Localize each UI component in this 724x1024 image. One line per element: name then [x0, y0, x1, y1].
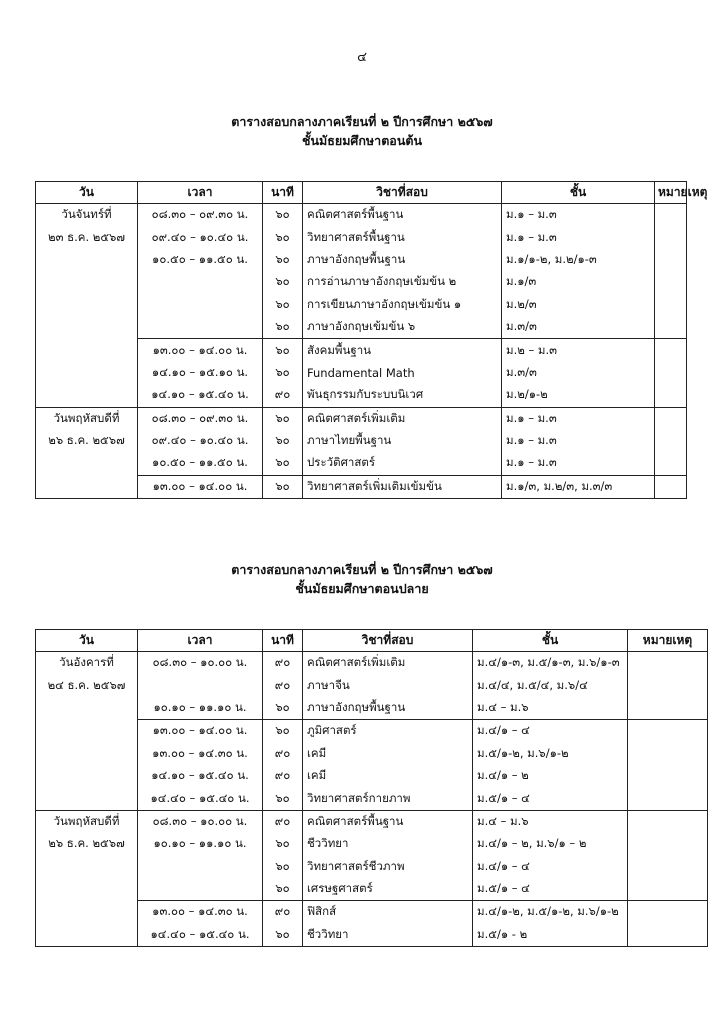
cell-day: วันพฤหัสบดีที่ [36, 810, 138, 833]
cell-day: ๒๖ ธ.ค. ๒๕๖๗ [36, 430, 138, 452]
cell-note [628, 652, 708, 675]
cell-day [36, 339, 138, 362]
table-row [36, 226, 687, 248]
cell-minutes: ๖๐ [263, 833, 303, 855]
cell-subject: ฟิสิกส์ [303, 901, 473, 924]
cell-day [36, 720, 138, 743]
cell-subject: คณิตศาสตร์เพิ่มเติม [303, 407, 502, 430]
cell-minutes: ๙๐ [263, 743, 303, 765]
cell-grade: ม.๔/๑ – ๔ [473, 720, 628, 743]
cell-note [655, 384, 687, 407]
cell-time: ๑๔.๑๐ – ๑๕.๑๐ น. [138, 362, 263, 384]
table-row [36, 407, 687, 430]
cell-subject: คณิตศาสตร์พื้นฐาน [303, 810, 473, 833]
table-row [36, 697, 708, 720]
table-row [36, 384, 687, 407]
cell-minutes: ๖๐ [263, 697, 303, 720]
cell-note [655, 226, 687, 248]
section2-title: ตารางสอบกลางภาคเรียนที่ ๒ ปีการศึกษา ๒๕๖๗ [231, 562, 493, 577]
cell-grade: ม.๕/๑ - ๒ [473, 924, 628, 947]
header-minutes: นาที [263, 182, 303, 204]
cell-grade: ม.๓/๓ [502, 362, 655, 384]
header-grade: ชั้น [502, 182, 655, 204]
header-minutes: นาที [263, 630, 303, 652]
cell-note [628, 856, 708, 878]
cell-note [628, 720, 708, 743]
cell-time [138, 271, 263, 293]
cell-grade: ม.๒ – ม.๓ [502, 339, 655, 362]
cell-time: ๑๓.๐๐ – ๑๔.๐๐ น. [138, 720, 263, 743]
table-row [36, 452, 687, 475]
cell-subject: วิทยาศาสตร์ชีวภาพ [303, 856, 473, 878]
cell-subject: วิทยาศาสตร์เพิ่มเติมเข้มข้น [303, 475, 502, 498]
cell-note [628, 787, 708, 810]
cell-day [36, 743, 138, 765]
cell-time: ๐๙.๔๐ – ๑๐.๔๐ น. [138, 226, 263, 248]
cell-note [628, 765, 708, 787]
cell-note [628, 674, 708, 696]
cell-grade: ม.๑ – ม.๓ [502, 407, 655, 430]
cell-minutes: ๖๐ [263, 316, 303, 339]
cell-subject: การอ่านภาษาอังกฤษเข้มข้น ๒ [303, 271, 502, 293]
cell-subject: เคมี [303, 765, 473, 787]
cell-time [138, 674, 263, 696]
section2-subtitle: ชั้นมัธยมศึกษาตอนปลาย [295, 581, 429, 596]
cell-subject: ชีววิทยา [303, 833, 473, 855]
cell-day [36, 901, 138, 924]
cell-note [628, 833, 708, 855]
table-row [36, 765, 708, 787]
header-note: หมายเหตุ [628, 630, 708, 652]
cell-subject: ภูมิศาสตร์ [303, 720, 473, 743]
cell-minutes: ๖๐ [263, 204, 303, 227]
cell-grade: ม.๒/๓ [502, 294, 655, 316]
cell-minutes: ๖๐ [263, 787, 303, 810]
header-note: หมายเหตุ [655, 182, 687, 204]
cell-day [36, 856, 138, 878]
lower-secondary-exam-table [35, 181, 708, 499]
cell-day: วันอังคารที่ [36, 652, 138, 675]
cell-time: ๐๘.๓๐ – ๐๙.๓๐ น. [138, 204, 263, 227]
cell-minutes: ๖๐ [263, 339, 303, 362]
cell-grade: ม.๑/๑-๒, ม.๒/๑-๓ [502, 249, 655, 271]
table-row [36, 743, 708, 765]
cell-subject: Fundamental Math [303, 362, 502, 384]
cell-day [36, 765, 138, 787]
cell-subject: เศรษฐศาสตร์ [303, 878, 473, 901]
cell-minutes: ๙๐ [263, 674, 303, 696]
table-body [36, 652, 708, 947]
cell-note [628, 743, 708, 765]
table-row [36, 316, 687, 339]
cell-day: ๒๔ ธ.ค. ๒๕๖๗ [36, 674, 138, 696]
cell-grade: ม.๔/๑ – ๒ [473, 765, 628, 787]
cell-minutes: ๖๐ [263, 407, 303, 430]
cell-subject: เคมี [303, 743, 473, 765]
section2-heading [0, 560, 724, 598]
cell-grade: ม.๔/๑ – ๔ [473, 856, 628, 878]
cell-time: ๑๓.๐๐ – ๑๔.๐๐ น. [138, 475, 263, 498]
cell-note [628, 924, 708, 947]
cell-note [628, 810, 708, 833]
cell-day [36, 384, 138, 407]
cell-grade: ม.๔/๔, ม.๕/๔, ม.๖/๔ [473, 674, 628, 696]
cell-day: วันพฤหัสบดีที่ [36, 407, 138, 430]
cell-subject: วิทยาศาสตร์กายภาพ [303, 787, 473, 810]
cell-subject: ภาษาไทยพื้นฐาน [303, 430, 502, 452]
cell-time: ๐๘.๓๐ – ๐๙.๓๐ น. [138, 407, 263, 430]
cell-day [36, 294, 138, 316]
cell-time: ๑๓.๐๐ – ๑๔.๐๐ น. [138, 339, 263, 362]
cell-note [628, 697, 708, 720]
header-subject: วิชาที่สอบ [303, 630, 473, 652]
header-subject: วิชาที่สอบ [303, 182, 502, 204]
cell-grade: ม.๓/๓ [502, 316, 655, 339]
cell-grade: ม.๑ – ม.๓ [502, 430, 655, 452]
table-row [36, 878, 708, 901]
cell-minutes: ๖๐ [263, 226, 303, 248]
table-body [36, 204, 687, 499]
cell-grade: ม.๒/๑-๒ [502, 384, 655, 407]
cell-minutes: ๖๐ [263, 294, 303, 316]
cell-minutes: ๖๐ [263, 452, 303, 475]
header-time: เวลา [138, 182, 263, 204]
cell-subject: การเขียนภาษาอังกฤษเข้มข้น ๑ [303, 294, 502, 316]
cell-minutes: ๙๐ [263, 765, 303, 787]
cell-subject: ภาษาจีน [303, 674, 473, 696]
cell-time [138, 878, 263, 901]
cell-subject: ภาษาอังกฤษพื้นฐาน [303, 697, 473, 720]
cell-minutes: ๖๐ [263, 856, 303, 878]
table-row [36, 249, 687, 271]
cell-day [36, 878, 138, 901]
section1-subtitle: ชั้นมัธยมศึกษาตอนต้น [301, 133, 423, 148]
cell-subject: วิทยาศาสตร์พื้นฐาน [303, 226, 502, 248]
table-row [36, 720, 708, 743]
cell-time: ๑๓.๐๐ – ๑๔.๓๐ น. [138, 743, 263, 765]
table-row [36, 787, 708, 810]
cell-time [138, 316, 263, 339]
cell-note [628, 878, 708, 901]
cell-day [36, 924, 138, 947]
cell-minutes: ๙๐ [263, 810, 303, 833]
cell-subject: ภาษาอังกฤษเข้มข้น ๖ [303, 316, 502, 339]
cell-note [655, 475, 687, 498]
table-row [36, 339, 687, 362]
cell-grade: ม.๕/๑-๒, ม.๖/๑-๒ [473, 743, 628, 765]
cell-time: ๑๐.๑๐ – ๑๑.๑๐ น. [138, 833, 263, 855]
cell-minutes: ๖๐ [263, 430, 303, 452]
cell-subject: คณิตศาสตร์พื้นฐาน [303, 204, 502, 227]
cell-note [655, 362, 687, 384]
section1-heading [0, 112, 724, 150]
cell-minutes: ๙๐ [263, 901, 303, 924]
cell-time: ๑๔.๑๐ – ๑๕.๔๐ น. [138, 384, 263, 407]
cell-time: ๑๔.๔๐ – ๑๕.๔๐ น. [138, 924, 263, 947]
table-header-row [36, 182, 687, 204]
cell-minutes: ๖๐ [263, 362, 303, 384]
cell-grade: ม.๑/๓ [502, 271, 655, 293]
table-row [36, 652, 708, 675]
table-row [36, 204, 687, 227]
cell-grade: ม.๕/๑ – ๔ [473, 787, 628, 810]
cell-minutes: ๖๐ [263, 271, 303, 293]
table-row [36, 271, 687, 293]
cell-minutes: ๖๐ [263, 720, 303, 743]
cell-note [655, 294, 687, 316]
section1-title: ตารางสอบกลางภาคเรียนที่ ๒ ปีการศึกษา ๒๕๖๗ [231, 114, 493, 129]
cell-note [655, 249, 687, 271]
cell-subject: ภาษาอังกฤษพื้นฐาน [303, 249, 502, 271]
cell-time: ๑๔.๔๐ – ๑๕.๔๐ น. [138, 787, 263, 810]
cell-minutes: ๖๐ [263, 475, 303, 498]
cell-day [36, 316, 138, 339]
cell-subject: พันธุกรรมกับระบบนิเวศ [303, 384, 502, 407]
table-row [36, 924, 708, 947]
table-row [36, 856, 708, 878]
cell-subject: ชีววิทยา [303, 924, 473, 947]
cell-grade: ม.๑ – ม.๓ [502, 452, 655, 475]
cell-note [655, 204, 687, 227]
cell-minutes: ๖๐ [263, 878, 303, 901]
cell-subject: คณิตศาสตร์เพิ่มเติม [303, 652, 473, 675]
cell-subject: สังคมพื้นฐาน [303, 339, 502, 362]
table-row [36, 430, 687, 452]
cell-day: ๒๖ ธ.ค. ๒๕๖๗ [36, 833, 138, 855]
cell-grade: ม.๑ – ม.๓ [502, 226, 655, 248]
cell-grade: ม.๔/๑ – ๒, ม.๖/๑ – ๒ [473, 833, 628, 855]
cell-note [655, 316, 687, 339]
cell-minutes: ๖๐ [263, 924, 303, 947]
cell-note [655, 339, 687, 362]
table-row [36, 833, 708, 855]
cell-day [36, 249, 138, 271]
cell-time: ๐๙.๔๐ – ๑๐.๔๐ น. [138, 430, 263, 452]
cell-grade: ม.๑ – ม.๓ [502, 204, 655, 227]
cell-grade: ม.๑/๓, ม.๒/๓, ม.๓/๓ [502, 475, 655, 498]
table-header-row [36, 630, 708, 652]
cell-minutes: ๙๐ [263, 652, 303, 675]
cell-note [655, 271, 687, 293]
cell-day: วันจันทร์ที่ [36, 204, 138, 227]
cell-day [36, 697, 138, 720]
cell-day [36, 475, 138, 498]
cell-time: ๑๐.๕๐ – ๑๑.๕๐ น. [138, 452, 263, 475]
cell-grade: ม.๔/๑-๒, ม.๕/๑-๒, ม.๖/๑-๒ [473, 901, 628, 924]
cell-grade: ม.๔ – ม.๖ [473, 697, 628, 720]
cell-note [628, 901, 708, 924]
cell-day [36, 271, 138, 293]
upper-secondary-exam-table [35, 629, 708, 947]
cell-day [36, 452, 138, 475]
cell-time: ๑๐.๑๐ – ๑๑.๑๐ น. [138, 697, 263, 720]
table-row [36, 810, 708, 833]
cell-time: ๐๘.๓๐ – ๑๐.๐๐ น. [138, 810, 263, 833]
cell-time: ๑๓.๐๐ – ๑๔.๓๐ น. [138, 901, 263, 924]
table-row [36, 901, 708, 924]
cell-time [138, 856, 263, 878]
table-row [36, 294, 687, 316]
header-grade: ชั้น [473, 630, 628, 652]
cell-time: ๑๐.๕๐ – ๑๑.๕๐ น. [138, 249, 263, 271]
header-day: วัน [36, 182, 138, 204]
cell-day [36, 362, 138, 384]
header-day: วัน [36, 630, 138, 652]
cell-note [655, 430, 687, 452]
cell-note [655, 407, 687, 430]
cell-day [36, 787, 138, 810]
cell-time [138, 294, 263, 316]
header-time: เวลา [138, 630, 263, 652]
cell-time: ๐๘.๓๐ – ๑๐.๐๐ น. [138, 652, 263, 675]
page-number: ๔ [357, 50, 367, 65]
cell-minutes: ๖๐ [263, 249, 303, 271]
cell-subject: ประวัติศาสตร์ [303, 452, 502, 475]
cell-grade: ม.๔ – ม.๖ [473, 810, 628, 833]
cell-minutes: ๙๐ [263, 384, 303, 407]
cell-day: ๒๓ ธ.ค. ๒๕๖๗ [36, 226, 138, 248]
cell-note [655, 452, 687, 475]
table-row [36, 674, 708, 696]
cell-grade: ม.๕/๑ – ๔ [473, 878, 628, 901]
cell-grade: ม.๔/๑-๓, ม.๕/๑-๓, ม.๖/๑-๓ [473, 652, 628, 675]
table-row [36, 362, 687, 384]
cell-time: ๑๔.๑๐ – ๑๕.๔๐ น. [138, 765, 263, 787]
table-row [36, 475, 687, 498]
